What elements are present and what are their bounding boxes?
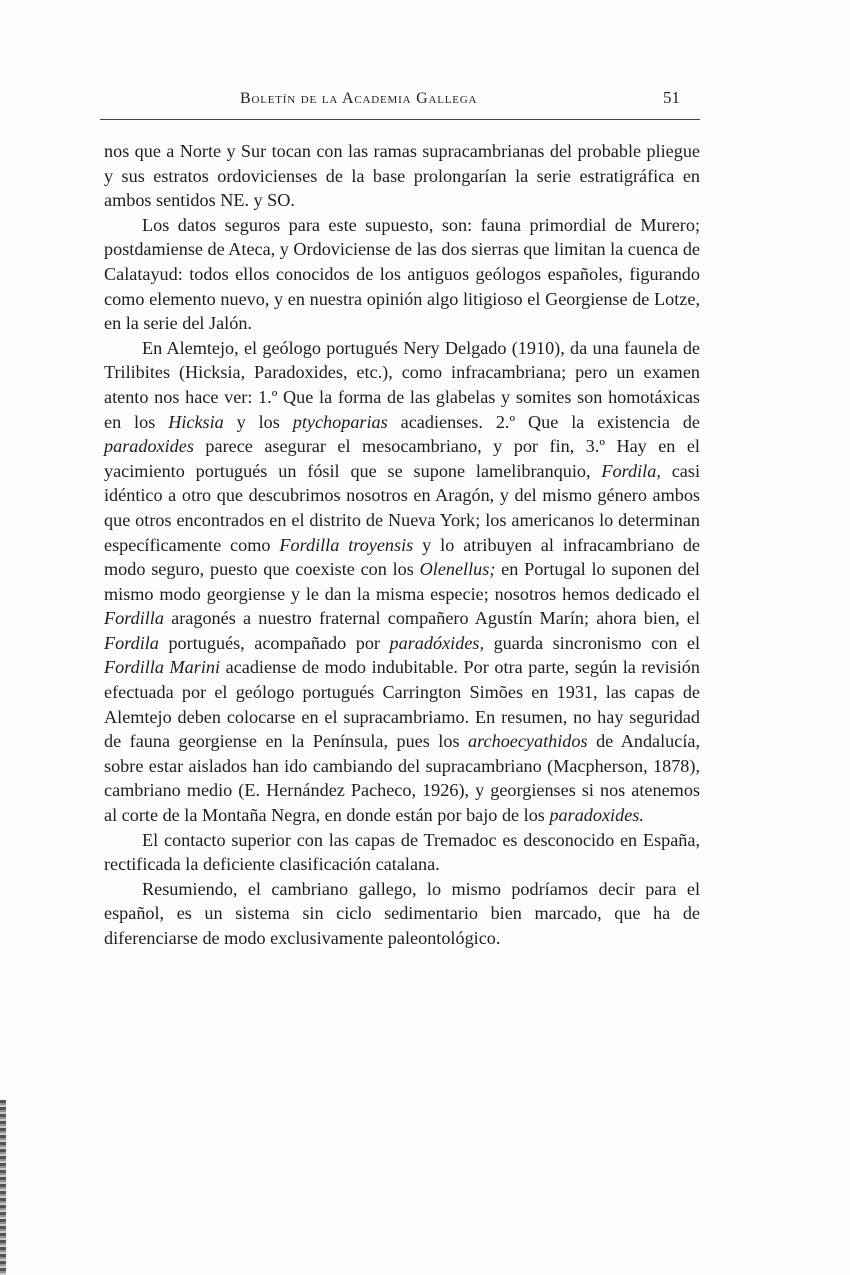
text-run: parece asegurar el mesocambriano, y por fin, 3.º Hay en el yacimiento portugués un fósil que se supone lamelibranquio, (104, 436, 700, 481)
paragraph-1 (104, 139, 700, 213)
paragraph-4 (104, 828, 700, 877)
taxon-name: Olenellus; (419, 559, 496, 580)
taxon-name: archoecyathidos (468, 731, 588, 752)
text-run: El contacto superior con las capas de Tremadoc es desconocido en España, rectificada la deficiente clasificación catalana. (104, 829, 700, 875)
text-run: aragonés a nuestro fraternal compañero Agustín Marín; ahora bien, el (163, 608, 700, 629)
taxon-name: Fordila (104, 632, 159, 653)
text-run: En Alemtejo, el geólogo portugués Nery Delgado (1910), da una faunela de Trilibites (Hicksia, Paradoxides, etc.), como infracambriana; pero un examen atento nos hace ver: 1.º Que la forma de las glabelas y somites son homotáxicas en los (104, 337, 700, 432)
text-run: acadienses. 2.º Que la existencia de (387, 411, 700, 432)
text-run: nos que a Norte y Sur tocan con las ramas supracambrianas del probable pliegue y sus estratos ordovicienses de la base prolongarían la serie estratigráfica en ambos sentidos NE. y SO. (104, 141, 700, 211)
taxon-name: paradoxides (104, 436, 194, 457)
paragraph-2 (104, 213, 700, 336)
page-header (100, 86, 700, 116)
taxon-name: Fordila, (601, 460, 661, 481)
text-run: y lo atribuyen al infracambriano de modo seguro, puesto que coexiste con los (104, 534, 700, 580)
taxon-name: Hicksia (168, 411, 224, 432)
taxon-name: ptychoparias (292, 411, 388, 432)
taxon-name: Fordilla Marini (104, 657, 221, 678)
header-rule (100, 119, 700, 120)
text-run: casi idéntico a otro que descubrimos nosotros en Aragón, y del mismo género ambos que otros encontrados en el distrito de Nueva York; los americanos lo determinan específicamente como (104, 460, 700, 555)
text-run: Los datos seguros para este supuesto, son: fauna primordial de Murero; postdamiense de Ateca, y Ordoviciense de las dos sierras que limitan la cuenca de Calatayud: todos ellos conocidos de los antiguos geólogos españoles, figurando como elemento nuevo, y en nuestra opinión algo litigioso el Georgiense de Lotze, en la serie del Jalón. (104, 214, 700, 334)
paragraph-3 (104, 336, 700, 828)
taxon-name: paradoxides. (549, 805, 644, 826)
main-text (104, 139, 700, 951)
taxon-name: Fordilla (104, 608, 164, 629)
text-run: de Andalucía, sobre estar aislados han ido cambiando del supracambriano (Macpherson, 1878), cambriano medio (E. Hernández Pacheco, 1926), y georgienses si nos atenemos al corte de la Montaña Negra, en donde están por bajo de los (104, 731, 700, 826)
text-run: portugués, acompañado por (158, 632, 390, 653)
text-run: y los (223, 411, 293, 432)
paragraph-5 (104, 877, 700, 951)
text-run: acadiense de modo indubitable. Por otra parte, según la revisión efectuada por el geólogo portugués Carrington Simões en 1931, las capas de Alemtejo deben colocarse en el supracambriamo. En resumen, no hay seguridad de fauna georgiense en la Península, pues los (104, 657, 700, 752)
text-run: guarda sincronismo con el (484, 632, 700, 653)
running-title: Boletín de la Academia Gallega (240, 90, 478, 107)
scan-edge-artifact (0, 1100, 6, 1275)
taxon-name: Fordilla troyensis (279, 534, 414, 555)
text-run: Resumiendo, el cambriano gallego, lo mismo podríamos decir para el español, es un sistema sin ciclo sedimentario bien marcado, que ha de diferenciarse de modo exclusivamente paleontológico. (104, 878, 700, 948)
taxon-name: paradóxides, (389, 632, 485, 653)
page-number: 51 (663, 88, 680, 107)
text-run: en Portugal lo suponen del mismo modo georgiense y le dan la misma especie; nosotros hemos dedicado el (104, 559, 700, 604)
